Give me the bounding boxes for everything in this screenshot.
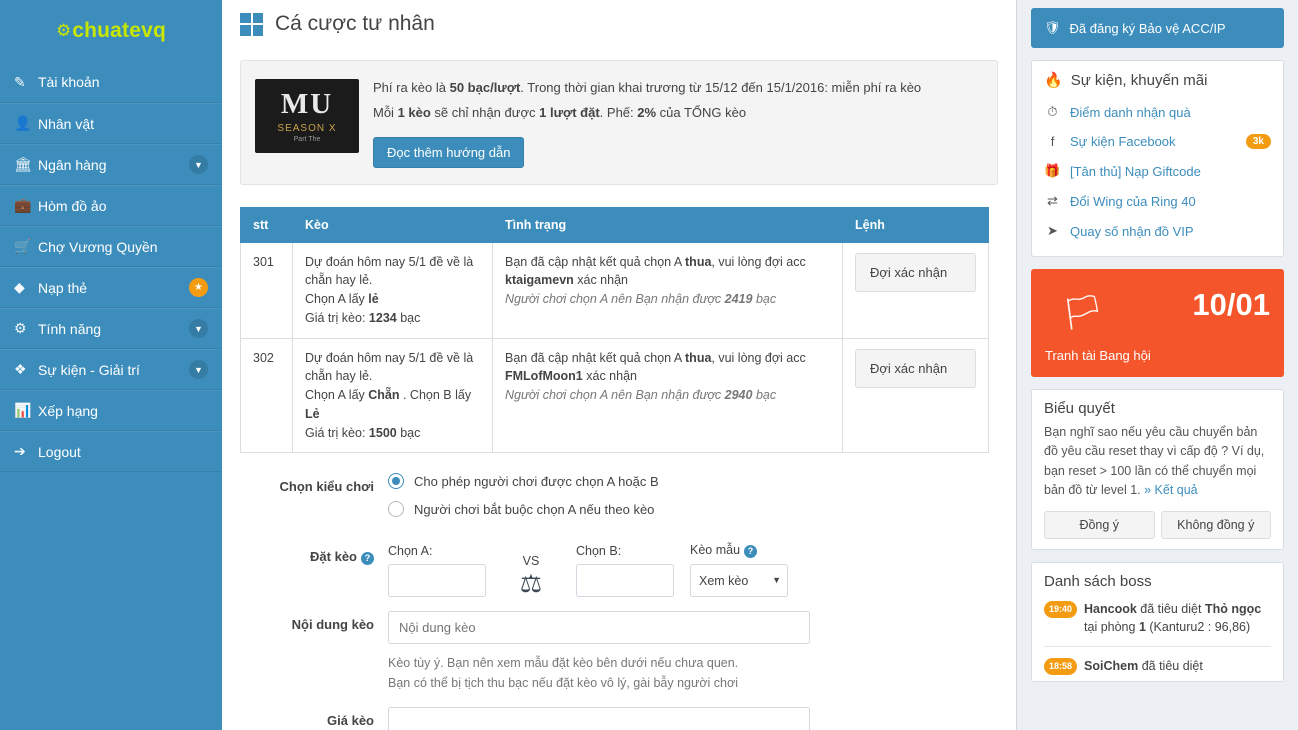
- notice-line-1-c: . Trong thời gian khai trương từ 15/12 đến 15/1/2016: miễn phí ra kèo: [520, 80, 922, 95]
- user-icon: 👤: [14, 115, 32, 131]
- table-header-row: [241, 207, 989, 242]
- boss-title: Danh sách boss: [1044, 572, 1152, 590]
- sidebar-item-label: Xếp hạng: [38, 402, 98, 419]
- poll-result-link[interactable]: » Kết quả: [1144, 483, 1198, 498]
- chevron-down-icon: ▼: [189, 155, 208, 174]
- sidebar-item-label: Nhân vật: [38, 115, 95, 132]
- col-header-stt: stt: [241, 207, 293, 242]
- event-label: Quay số nhận đồ VIP: [1070, 223, 1194, 239]
- logout-icon: ➔: [14, 443, 26, 459]
- sidebar-item-label: Logout: [38, 443, 81, 460]
- notice-line-2-d: 1 lượt đặt: [539, 104, 600, 120]
- cart-icon: 🛒: [14, 238, 32, 254]
- status-post: xác nhận: [582, 369, 637, 384]
- events-header: [1032, 61, 1283, 97]
- status-result: thua: [685, 350, 712, 365]
- mu-logo-main: MU: [280, 87, 334, 120]
- status-note-post: bạc: [752, 292, 777, 307]
- poll-text: [1032, 421, 1283, 511]
- status-text: [505, 253, 830, 291]
- sidebar-item-tai-khoan[interactable]: [0, 62, 222, 103]
- event-item-quay-so[interactable]: [1044, 216, 1271, 246]
- radio-icon-a[interactable]: [388, 473, 404, 489]
- events-list: [1032, 97, 1283, 256]
- sidebar-item-label: Ngân hàng: [38, 156, 107, 173]
- mu-logo: [255, 79, 359, 153]
- sidebar-item-tinh-nang[interactable]: [0, 308, 222, 349]
- chart-icon: 📊: [14, 402, 32, 418]
- promo-date: 10/01: [1192, 287, 1270, 322]
- list-item: [1032, 651, 1283, 681]
- choose-b-label: Chọn B:: [576, 544, 622, 559]
- sample-label: [690, 543, 788, 558]
- event-item-diem-danh[interactable]: [1044, 97, 1271, 127]
- radio-icon-b[interactable]: [388, 501, 404, 517]
- boss-player: Hancook: [1084, 601, 1137, 616]
- col-header-tinh-trang: Tình trạng: [493, 207, 843, 242]
- value-input[interactable]: [388, 707, 810, 730]
- keo-value: 1234: [368, 310, 397, 325]
- status-note: [505, 386, 830, 405]
- star-icon: ★: [189, 278, 208, 297]
- choose-b-input[interactable]: [576, 564, 674, 597]
- fire-icon: 🔥: [1044, 72, 1063, 89]
- notice-fee: 50 bạc/lượt: [449, 80, 521, 95]
- vs-group: [502, 554, 560, 597]
- cell-lenh: [843, 242, 989, 338]
- boss-time-badge: 18:58: [1044, 658, 1077, 675]
- value-label: Giá kèo: [327, 713, 374, 729]
- events-title: Sự kiện, khuyến mãi: [1070, 71, 1208, 89]
- sidebar-nav: [0, 62, 222, 472]
- status-note-pre: Người chơi chọn A nên Bạn nhận được: [505, 388, 725, 403]
- event-item-giftcode[interactable]: [1044, 156, 1271, 186]
- boss-card: [1031, 562, 1284, 682]
- poll-actions: [1032, 511, 1283, 549]
- poll-question: Bạn nghĩ sao nếu yêu cầu chuyển bản đồ yêu cầu reset thay vì cấp độ ? Ví dụ, bạn reset > 100 lần có thể chuyển mọi bản đồ từ level 1.: [1044, 425, 1265, 498]
- edit-icon: ✎: [14, 73, 26, 90]
- keo-line-1: Dự đoán hôm nay 5/1 đề về là chẵn hay lẻ.: [305, 254, 474, 288]
- boss-text: [1084, 600, 1271, 636]
- content-hint-1: Kèo tùy ý. Bạn nên xem mẫu đặt kèo bên dưới nếu chưa quen.: [388, 656, 739, 671]
- poll-card: [1031, 389, 1284, 550]
- keo-line-2-post: . Chọn B lấy: [399, 388, 472, 403]
- value-row: [240, 707, 998, 730]
- content-row: [240, 611, 998, 693]
- sample-select[interactable]: Xem kèo: [690, 564, 788, 597]
- divider: [1044, 646, 1271, 647]
- read-guide-button[interactable]: Đọc thêm hướng dẫn: [373, 137, 524, 168]
- sidebar-item-xep-hang[interactable]: [0, 390, 222, 431]
- help-icon[interactable]: ?: [361, 552, 374, 565]
- event-label: Sự kiện Facebook: [1070, 134, 1176, 149]
- gear-icon: ⚙: [55, 21, 72, 40]
- bank-icon: 🏛: [14, 156, 32, 172]
- status-result: thua: [685, 254, 712, 269]
- radio-option-a[interactable]: [388, 473, 998, 489]
- cell-stt: 301: [241, 242, 293, 338]
- mu-logo-sub2: Part The: [293, 135, 321, 143]
- exchange-icon: ⇄: [1047, 193, 1058, 208]
- col-header-keo: Kèo: [293, 207, 493, 242]
- table-row: [241, 242, 989, 338]
- col-header-lenh: Lệnh: [843, 207, 989, 242]
- sidebar-item-logout[interactable]: [0, 431, 222, 472]
- promo-subtitle: Tranh tài Bang hội: [1045, 348, 1151, 363]
- keo-line-2-choice: lẻ: [368, 292, 379, 307]
- status-pre: Bạn đã cập nhật kết quả chọn A: [505, 350, 686, 365]
- choose-b-group: [576, 544, 674, 597]
- keo-value-label: Giá trị kèo:: [305, 425, 369, 440]
- acc-protect-label: Đã đăng ký Bảo vệ ACC/IP: [1069, 20, 1226, 36]
- event-item-facebook[interactable]: [1044, 127, 1271, 156]
- status-note-value: 2940: [724, 388, 753, 403]
- boss-text-2: tại phòng: [1084, 619, 1139, 634]
- keo-line-3: [305, 424, 480, 443]
- sidebar-item-su-kien-giai-tri[interactable]: [0, 349, 222, 390]
- status-account: FMLofMoon1: [505, 369, 583, 384]
- keo-line-2: [305, 290, 480, 309]
- chevron-down-icon: ▼: [189, 360, 208, 379]
- bet-controls: [388, 543, 998, 597]
- status-note-value: 2419: [724, 292, 753, 307]
- status-note: [505, 290, 830, 309]
- bets-table-body: [241, 242, 989, 453]
- bet-form: [240, 473, 998, 730]
- choose-a-label: Chọn A:: [388, 544, 433, 559]
- event-label: Điểm danh nhận quà: [1070, 104, 1191, 120]
- cell-tinh-trang: [493, 242, 843, 338]
- status-note-post: bạc: [752, 388, 777, 403]
- chevron-down-icon: ▼: [189, 319, 208, 338]
- keo-line-2-pre: Chọn A lấy: [305, 388, 369, 403]
- content-controls: [388, 611, 998, 693]
- content-input[interactable]: [388, 611, 810, 644]
- acc-protect-banner[interactable]: [1031, 8, 1284, 48]
- play-mode-options: [388, 473, 998, 529]
- disagree-button[interactable]: Không đồng ý: [1161, 511, 1272, 539]
- sidebar-item-label: Sự kiện - Giải trí: [38, 361, 140, 378]
- send-icon: ➤: [1047, 223, 1058, 238]
- notice-line-1: [373, 79, 921, 98]
- shield-icon: 🛡: [1044, 20, 1061, 35]
- bet-row: [240, 543, 998, 597]
- flag-icon: 🏳: [1061, 294, 1105, 332]
- sidebar-item-label: Chợ Vương Quyền: [38, 238, 158, 255]
- facebook-icon: f: [1050, 134, 1055, 149]
- radio-label-b: Người chơi bắt buộc chọn A nếu theo kèo: [414, 501, 655, 517]
- radio-option-b[interactable]: [388, 501, 998, 517]
- boss-time-badge: 19:40: [1044, 601, 1077, 618]
- notice-line-2-e: . Phế:: [599, 104, 638, 120]
- keo-unit: bạc: [396, 310, 421, 325]
- list-item: [1032, 594, 1283, 642]
- cell-tinh-trang: [493, 338, 843, 453]
- notice-line-2-c: sẽ chỉ nhận được: [430, 104, 540, 120]
- vs-label: VS: [522, 554, 540, 569]
- value-controls: [388, 707, 998, 730]
- status-mid: , vui lòng đợi acc: [711, 254, 806, 269]
- keo-line-1: Dự đoán hôm nay 5/1 đề về là chẵn hay lẻ.: [305, 350, 474, 384]
- keo-value: 1500: [368, 425, 397, 440]
- mu-logo-sub: SEASON X: [277, 122, 337, 134]
- notice-line-2-f: 2%: [637, 104, 657, 120]
- keo-line-2: [305, 386, 480, 424]
- choose-a-group: [388, 544, 486, 597]
- notice-line-1-a: Phí ra kèo là: [373, 80, 450, 95]
- brand[interactable]: [0, 0, 222, 62]
- promo-banner[interactable]: [1031, 269, 1284, 377]
- bet-label-text: Đặt kèo: [310, 549, 357, 565]
- clock-icon: ⏱: [1047, 104, 1058, 119]
- sample-label-text: Kèo mẫu: [690, 543, 741, 558]
- agree-button[interactable]: Đồng ý: [1044, 511, 1155, 539]
- content-label: Nội dung kèo: [291, 617, 374, 633]
- status-pre: Bạn đã cập nhật kết quả chọn A: [505, 254, 686, 269]
- await-confirm-button[interactable]: Đợi xác nhận: [855, 253, 976, 293]
- help-icon[interactable]: ?: [744, 545, 757, 558]
- boss-target: Thỏ ngọc: [1204, 601, 1262, 616]
- notice-line-2-g: của TỔNG kèo: [656, 104, 747, 120]
- keo-line-2-choice-b: Lẻ: [305, 406, 320, 421]
- status-text: [505, 349, 830, 387]
- brand-label: chuatevq: [72, 19, 167, 42]
- status-mid: , vui lòng đợi acc: [711, 350, 806, 365]
- sidebar-item-cho-vuong-quyen[interactable]: [0, 226, 222, 267]
- scale-icon: ⚖: [519, 570, 543, 599]
- keo-line-2-choice-a: Chẵn: [368, 388, 400, 403]
- keo-value-label: Giá trị kèo:: [305, 310, 369, 325]
- bets-table: [240, 207, 989, 454]
- event-label: Đổi Wing của Ring 40: [1070, 193, 1196, 209]
- ab-row: [388, 543, 998, 597]
- sidebar-item-ngan-hang[interactable]: [0, 144, 222, 185]
- sidebar-item-nap-the[interactable]: [0, 267, 222, 308]
- event-label: [Tân thủ] Nạp Giftcode: [1070, 163, 1201, 179]
- choose-a-input[interactable]: [388, 564, 486, 597]
- gift-icon: 🎁: [1044, 163, 1061, 178]
- bet-label: [240, 543, 388, 565]
- sidebar-item-label: Tính năng: [38, 320, 102, 337]
- await-confirm-button[interactable]: Đợi xác nhận: [855, 349, 976, 389]
- status-post: xác nhận: [573, 273, 628, 288]
- sample-group: [690, 543, 788, 597]
- boss-text-1: đã tiêu diệt: [1138, 658, 1203, 673]
- keo-line-3: [305, 309, 480, 328]
- sidebar-item-hom-do-ao[interactable]: [0, 185, 222, 226]
- boss-text: [1084, 657, 1203, 675]
- sidebar-item-label: Hòm đồ ảo: [38, 197, 107, 214]
- cell-lenh: [843, 338, 989, 453]
- notice-panel: [240, 60, 998, 185]
- content-hint: [388, 653, 998, 693]
- notice-line-2-b: 1 kèo: [397, 104, 431, 120]
- events-card: [1031, 60, 1284, 257]
- sidebar-item-label: Nạp thẻ: [38, 279, 88, 296]
- cell-stt: 302: [241, 338, 293, 453]
- play-mode-row: [240, 473, 998, 529]
- status-account: ktaigamevn: [505, 273, 574, 288]
- gears-icon: ⚙: [14, 320, 27, 336]
- cell-keo: [293, 242, 493, 338]
- windows-icon: [240, 13, 263, 36]
- radio-label-a: Cho phép người chơi được chọn A hoặc B: [414, 473, 659, 489]
- main-content: [222, 0, 1016, 730]
- boss-player: SoiChem: [1084, 658, 1139, 673]
- sample-select-wrap: [690, 564, 788, 597]
- boss-text-1: đã tiêu diệt: [1136, 601, 1205, 616]
- right-panel: [1016, 0, 1298, 730]
- sidebar-item-nhan-vat[interactable]: [0, 103, 222, 144]
- status-note-pre: Người chơi chọn A nên Bạn nhận được: [505, 292, 725, 307]
- keo-line-2-pre: Chọn A lấy: [305, 292, 369, 307]
- event-item-doi-wing[interactable]: [1044, 186, 1271, 216]
- bets-table-head: [241, 207, 989, 242]
- poll-title: Biểu quyết: [1044, 400, 1115, 417]
- event-badge: 3k: [1246, 134, 1271, 149]
- diamond-icon: ◆: [14, 279, 25, 295]
- layers-icon: ❖: [14, 361, 27, 377]
- page-title: Cá cược tư nhân: [275, 12, 435, 35]
- briefcase-icon: 💼: [14, 197, 32, 213]
- boss-extra: (Kanturu2 : 96,86): [1149, 619, 1251, 634]
- sidebar: [0, 0, 222, 730]
- cell-keo: [293, 338, 493, 453]
- notice-line-2-a: Mỗi: [373, 104, 398, 120]
- content-hint-2: Bạn có thể bị tịch thu bạc nếu đặt kèo vô lý, gài bẫy người chơi: [388, 676, 738, 691]
- notice-body: [373, 77, 921, 168]
- play-mode-label: Chọn kiểu chơi: [279, 479, 374, 495]
- page-header: [222, 0, 1016, 46]
- table-row: [241, 338, 989, 453]
- keo-unit: bạc: [396, 425, 421, 440]
- chevron-down-icon: ▼: [772, 575, 781, 586]
- notice-line-2: [373, 104, 921, 123]
- boss-room: 1: [1138, 619, 1146, 634]
- sidebar-item-label: Tài khoản: [38, 74, 100, 90]
